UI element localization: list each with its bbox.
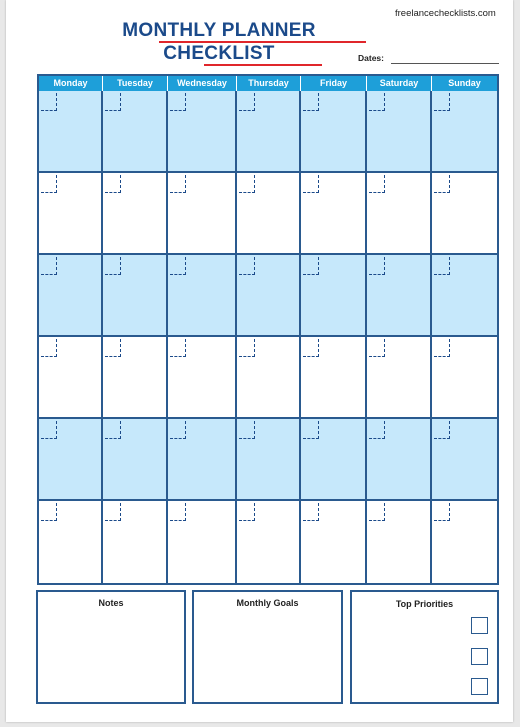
date-number-box[interactable]	[303, 175, 319, 193]
day-cell[interactable]	[39, 173, 103, 255]
dates-field[interactable]	[391, 63, 499, 64]
date-number-box[interactable]	[303, 503, 319, 521]
weekday-thursday: Thursday	[237, 76, 301, 91]
date-number-box[interactable]	[434, 175, 450, 193]
weekday-header	[39, 76, 497, 91]
date-number-box[interactable]	[369, 421, 385, 439]
day-cell[interactable]	[168, 255, 237, 337]
date-number-box[interactable]	[434, 257, 450, 275]
date-number-box[interactable]	[369, 503, 385, 521]
date-number-box[interactable]	[170, 257, 186, 275]
date-number-box[interactable]	[170, 93, 186, 111]
top-priorities-title: Top Priorities	[395, 599, 454, 609]
day-cell[interactable]	[367, 419, 432, 501]
date-number-box[interactable]	[303, 421, 319, 439]
date-number-box[interactable]	[170, 339, 186, 357]
day-cell[interactable]	[432, 173, 497, 255]
date-number-box[interactable]	[41, 339, 57, 357]
date-number-box[interactable]	[239, 175, 255, 193]
date-number-box[interactable]	[239, 339, 255, 357]
day-cell[interactable]	[367, 91, 432, 173]
weekday-monday: Monday	[39, 76, 103, 91]
priority-checkbox[interactable]	[471, 648, 488, 665]
date-number-box[interactable]	[303, 93, 319, 111]
day-cell[interactable]	[39, 337, 103, 419]
date-number-box[interactable]	[41, 93, 57, 111]
date-number-box[interactable]	[239, 503, 255, 521]
date-number-box[interactable]	[434, 339, 450, 357]
day-cell[interactable]	[103, 419, 168, 501]
date-number-box[interactable]	[239, 421, 255, 439]
day-cell[interactable]	[432, 91, 497, 173]
date-number-box[interactable]	[170, 503, 186, 521]
day-cell[interactable]	[432, 419, 497, 501]
day-cell[interactable]	[39, 501, 103, 583]
date-number-box[interactable]	[369, 339, 385, 357]
monthly-goals-title: Monthly Goals	[236, 598, 299, 608]
day-cell[interactable]	[301, 501, 367, 583]
day-cell[interactable]	[237, 255, 301, 337]
day-cell[interactable]	[301, 419, 367, 501]
day-cell[interactable]	[432, 501, 497, 583]
date-number-box[interactable]	[41, 421, 57, 439]
day-cell[interactable]	[301, 337, 367, 419]
date-number-box[interactable]	[303, 339, 319, 357]
day-cell[interactable]	[237, 173, 301, 255]
day-cell[interactable]	[103, 255, 168, 337]
site-url[interactable]: freelancechecklists.com	[395, 8, 496, 19]
date-number-box[interactable]	[239, 257, 255, 275]
day-cell[interactable]	[168, 337, 237, 419]
date-number-box[interactable]	[369, 175, 385, 193]
date-number-box[interactable]	[434, 503, 450, 521]
date-number-box[interactable]	[41, 503, 57, 521]
title-line-2: CHECKLIST	[163, 43, 275, 64]
date-number-box[interactable]	[105, 175, 121, 193]
calendar-body	[39, 91, 497, 583]
date-number-box[interactable]	[369, 257, 385, 275]
date-number-box[interactable]	[105, 257, 121, 275]
day-cell[interactable]	[103, 173, 168, 255]
dates-label: Dates:	[358, 53, 384, 63]
date-number-box[interactable]	[41, 175, 57, 193]
day-cell[interactable]	[103, 501, 168, 583]
date-number-box[interactable]	[105, 503, 121, 521]
day-cell[interactable]	[301, 255, 367, 337]
weekday-wednesday: Wednesday	[168, 76, 237, 91]
title-line-1: MONTHLY PLANNER	[122, 20, 316, 41]
day-cell[interactable]	[301, 91, 367, 173]
day-cell[interactable]	[237, 419, 301, 501]
day-cell[interactable]	[367, 501, 432, 583]
date-number-box[interactable]	[105, 339, 121, 357]
day-cell[interactable]	[168, 501, 237, 583]
weekday-friday: Friday	[301, 76, 367, 91]
weekday-saturday: Saturday	[367, 76, 432, 91]
notes-title: Notes	[98, 598, 124, 608]
date-number-box[interactable]	[239, 93, 255, 111]
date-number-box[interactable]	[105, 421, 121, 439]
day-cell[interactable]	[39, 91, 103, 173]
day-cell[interactable]	[103, 337, 168, 419]
day-cell[interactable]	[168, 419, 237, 501]
day-cell[interactable]	[432, 337, 497, 419]
day-cell[interactable]	[367, 337, 432, 419]
title-underline-2	[204, 64, 322, 66]
date-number-box[interactable]	[369, 93, 385, 111]
priority-checkbox[interactable]	[471, 617, 488, 634]
day-cell[interactable]	[432, 255, 497, 337]
day-cell[interactable]	[39, 419, 103, 501]
top-priorities-panel[interactable]	[350, 590, 499, 704]
day-cell[interactable]	[168, 173, 237, 255]
day-cell[interactable]	[237, 501, 301, 583]
weekday-tuesday: Tuesday	[103, 76, 168, 91]
notes-panel[interactable]	[36, 590, 186, 704]
day-cell[interactable]	[367, 173, 432, 255]
date-number-box[interactable]	[41, 257, 57, 275]
day-cell[interactable]	[237, 91, 301, 173]
date-number-box[interactable]	[170, 421, 186, 439]
priority-checkbox[interactable]	[471, 678, 488, 695]
date-number-box[interactable]	[434, 421, 450, 439]
date-number-box[interactable]	[303, 257, 319, 275]
calendar-grid	[37, 74, 499, 585]
date-number-box[interactable]	[170, 175, 186, 193]
date-number-box[interactable]	[434, 93, 450, 111]
planner-page	[6, 0, 513, 722]
day-cell[interactable]	[367, 255, 432, 337]
day-cell[interactable]	[301, 173, 367, 255]
day-cell[interactable]	[39, 255, 103, 337]
day-cell[interactable]	[237, 337, 301, 419]
day-cell[interactable]	[168, 91, 237, 173]
date-number-box[interactable]	[105, 93, 121, 111]
monthly-goals-panel[interactable]	[192, 590, 343, 704]
day-cell[interactable]	[103, 91, 168, 173]
weekday-sunday: Sunday	[448, 78, 481, 88]
